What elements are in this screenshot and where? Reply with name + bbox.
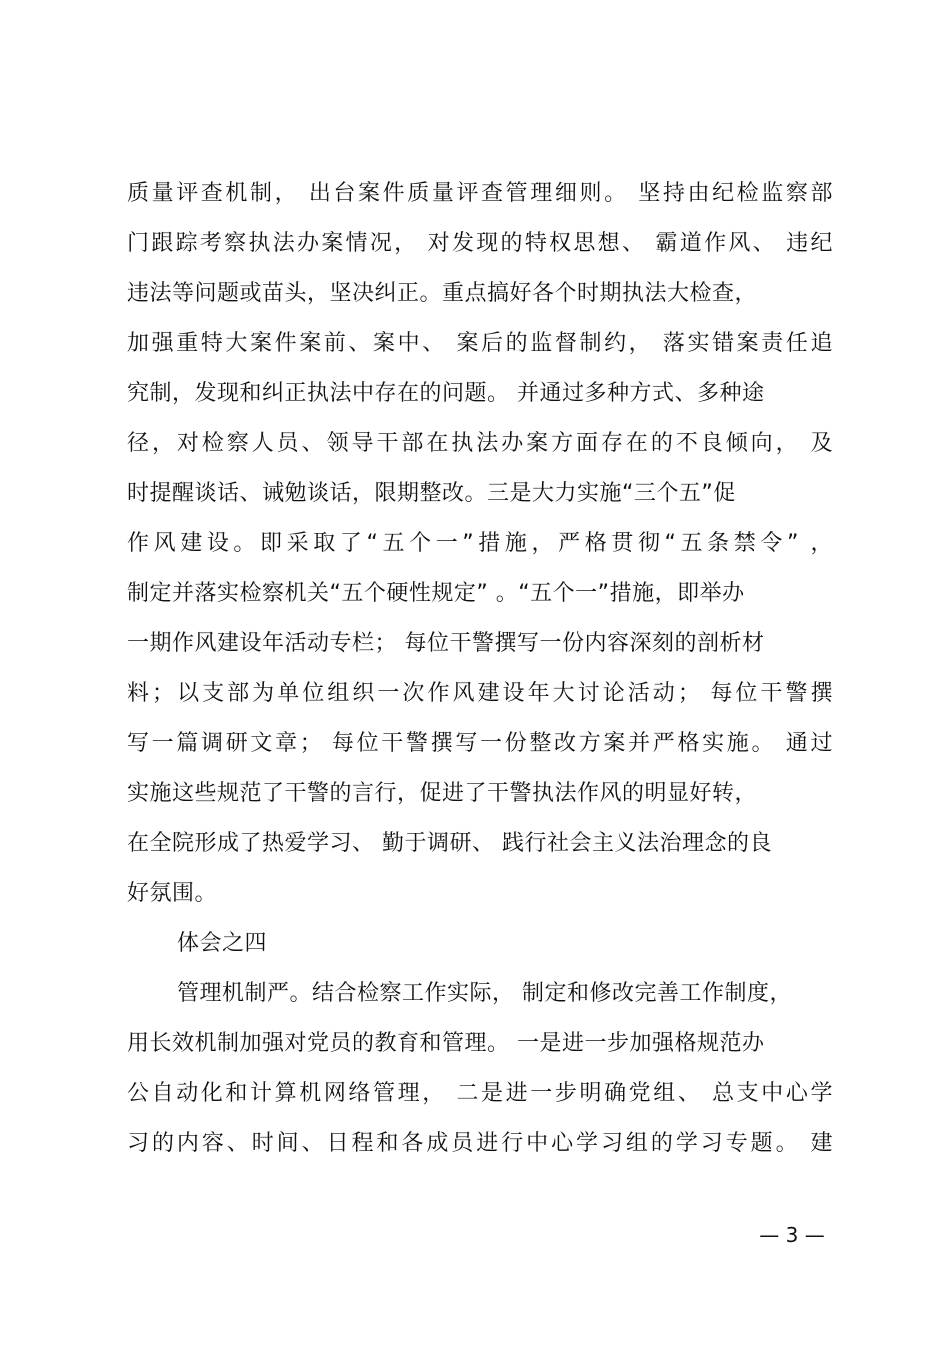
body-text-line-1: 质量评查机制， 出台案件质量评查管理细则。 坚持由纪检监察部 (127, 181, 833, 206)
body-text-line-10: 一期作风建设年活动专栏； 每位干警撰写一份内容深刻的剖析材 (127, 631, 765, 656)
section-text-line-4: 习的内容、时间、日程和各成员进行中心学习组的学习专题。 建 (127, 1131, 833, 1156)
body-text-line-8: 作风建设。即采取了“五个一”措施，严格贯彻“五条禁令” ， (127, 531, 833, 556)
body-text-line-3: 违法等问题或苗头，坚决纠正。重点搞好各个时期执法大检查， (127, 281, 758, 306)
section-text-line-1: 管理机制严。结合检察工作实际， 制定和修改完善工作制度， (177, 981, 792, 1006)
page-number: — 3 — (759, 1223, 825, 1247)
body-text-line-5: 究制，发现和纠正执法中存在的问题。 并通过多种方式、多种途 (127, 381, 765, 406)
section-text-line-3: 公自动化和计算机网络管理， 二是进一步明确党组、 总支中心学 (127, 1081, 833, 1106)
section-heading: 体会之四 (177, 931, 268, 956)
body-text-line-6: 径，对检察人员、领导干部在执法办案方面存在的不良倾向， 及 (127, 431, 833, 456)
body-text-line-2: 门跟踪考察执法办案情况， 对发现的特权思想、 霸道作风、 违纪 (127, 231, 833, 256)
body-text-line-9: 制定并落实检察机关“五个硬性规定” 。“五个一”措施，即举办 (127, 581, 745, 606)
body-text-line-13: 实施这些规范了干警的言行，促进了干警执法作风的明显好转， (127, 781, 758, 806)
section-text-line-2: 用长效机制加强对党员的教育和管理。 一是进一步加强格规范办 (127, 1031, 765, 1056)
body-text-line-4: 加强重特大案件案前、案中、 案后的监督制约， 落实错案责任追 (127, 331, 833, 356)
body-text-line-14: 在全院形成了热爱学习、 勤于调研、 践行社会主义法治理念的良 (127, 831, 772, 856)
body-text-line-12: 写一篇调研文章； 每位干警撰写一份整改方案并严格实施。 通过 (127, 731, 833, 756)
body-text-line-15: 好氛围。 (127, 881, 218, 906)
body-text-line-7: 时提醒谈话、诫勉谈话，限期整改。三是大力实施“三个五”促 (127, 481, 736, 506)
body-text-line-11: 料；以支部为单位组织一次作风建设年大讨论活动； 每位干警撰 (127, 681, 833, 706)
